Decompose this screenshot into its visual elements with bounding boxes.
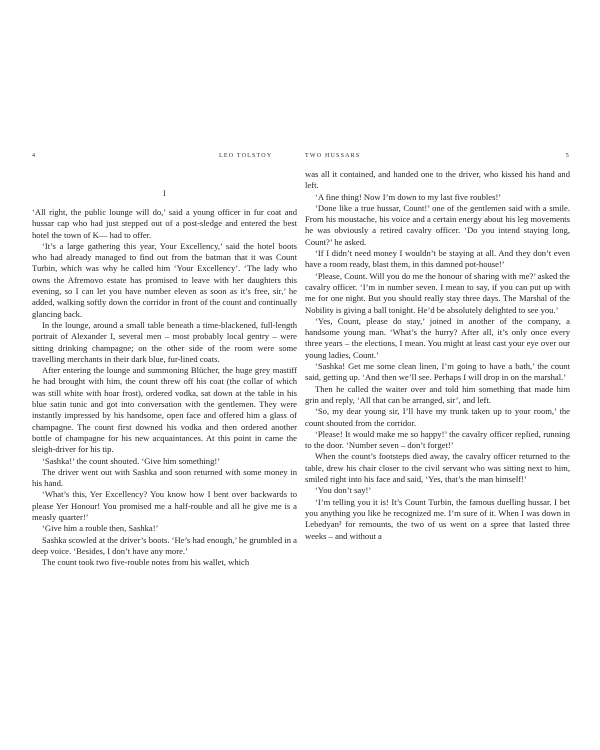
paragraph: ‘It’s a large gathering this year, Your Excellency,’ said the hotel boots who had already managed to find out from the batman that it was Count Turbin, which was why he called him ‘Your Excellency’. ‘The lady who owns the Afremovo estate has promised to leave with her daughters this evening, so I can let you have number eleven as soon as it’s free, sir,’ he added, walking softly down the corridor in front of the count and continually glancing back.: [32, 240, 297, 319]
paragraph: The driver went out with Sashka and soon returned with some money in his hand.: [32, 466, 297, 489]
running-head-author: LEO TOLSTOY: [219, 153, 273, 159]
paragraph: ‘Done like a true hussar, Count!’ one of the gentlemen said with a smile. From his moustache, his voice and a certain energy about his leg movements he was obviously a retired cavalry officer. ‘Do you intend staying long, Count?’ he asked.: [305, 202, 570, 247]
paragraph: ‘A fine thing! Now I’m down to my last five roubles!’: [315, 191, 502, 202]
page-number: 4: [32, 153, 37, 159]
paragraph: ‘Please, Count. Will you do me the honour of sharing with me?’ asked the cavalry officer. ‘I’m in number seven. I mean to say, if you can put up with me for one night. But you should really stay three days. The Marshal of the Nobility is giving a ball tonight. He’d be absolutely delighted to see you.’: [305, 270, 570, 315]
paragraph: ‘Sashka! Get me some clean linen, I’m going to have a bath,’ the count said, getting up. ‘And then we’ll see. Perhaps I will drop in on the marshal.’: [305, 361, 570, 383]
paragraph: In the lounge, around a small table beneath a time-blackened, full-length portrait of Alexander I, several men – most probably local gentry – were sitting drinking champagne; on the other side of the room were some travelling merchants in their dark blue, fur-lined coats.: [32, 319, 297, 364]
paragraph: ‘Please! It would make me so happy!’ the cavalry officer replied, running to the door. ‘Number seven – don’t forget!’: [305, 428, 570, 451]
paragraph: Then he called the waiter over and told him something that made him grin and reply, ‘All that can be arranged, sir’, and left.: [305, 383, 570, 405]
paragraph: was all it contained, and handed one to the driver, who kissed his hand and left.: [305, 169, 570, 191]
body-text: [32, 207, 297, 569]
paragraph: The count took two five-rouble notes from his wallet, which: [42, 557, 250, 568]
paragraph: Sashka scowled at the driver’s boots. ‘He’s had enough,’ he grumbled in a deep voice. ‘Besides, I don’t have any more.’: [32, 534, 297, 556]
page-number: 5: [565, 153, 570, 159]
paragraph: ‘Sashka!’ the count shouted. ‘Give him something!’: [42, 455, 221, 466]
paragraph: ‘I’m telling you it is! It’s Count Turbin, the famous duelling hussar. I bet you anything you like he recognized me. I’m sure of it. When I was down in Lebedyan³ for remounts, the two of us went on a spree that lasted three weeks – and without a: [305, 496, 570, 541]
left-page: [32, 0, 297, 750]
running-head-title: TWO HUSSARS: [305, 153, 361, 159]
paragraph: ‘Yes, Count, please do stay,’ joined in another of the company, a handsome young man. ‘What’s the hurry? After all, it’s only once every three years – the elections, I mean. You might at least cast your eye over our young ladies, Count.’: [305, 315, 570, 360]
paragraph: ‘Give him a rouble then, Sashka!’: [42, 523, 159, 534]
paragraph: ‘You don’t say!’: [315, 485, 372, 496]
paragraph: After entering the lounge and summoning Blücher, the huge grey mastiff he had brought with him, the count threw off his coat (the collar of which was still white with hoar frost), ordered vodka, sat down at the table in his blue satin tunic and got into conversation with the gentlemen. They were instantly impressed by his handsome, open face and offered him a glass of champagne. The count first downed his vodka and then ordered another bottle of champagne for his new acquaintances. At this point in came the sleigh-driver for his tip.: [32, 365, 297, 455]
chapter-numeral: I: [163, 189, 166, 198]
paragraph: ‘So, my dear young sir, I’ll have my trunk taken up to your room,’ the count shouted from the corridor.: [305, 406, 570, 428]
paragraph: ‘If I didn’t need money I wouldn’t be staying at all. And they don’t even have a room ready, blast them, in this damned pot-house!’: [305, 248, 570, 270]
right-page: [305, 0, 570, 750]
paragraph: ‘All right, the public lounge will do,’ said a young officer in fur coat and hussar cap who had just stepped out of a post-sledge and entered the best hotel the town of K— had to offer.: [32, 207, 297, 240]
paragraph: When the count’s footsteps died away, the cavalry officer returned to the table, drew his chair closer to the civil servant who was sitting next to him, smiled right into his face and said, ‘Yes, that’s the man himself!’: [305, 451, 570, 485]
body-text: [305, 169, 570, 542]
paragraph: ‘What’s this, Yer Excellency? You know how I bent over backwards to please Yer Honour! You promised me a half-rouble and all he give me is a measly quarter!’: [32, 489, 297, 523]
